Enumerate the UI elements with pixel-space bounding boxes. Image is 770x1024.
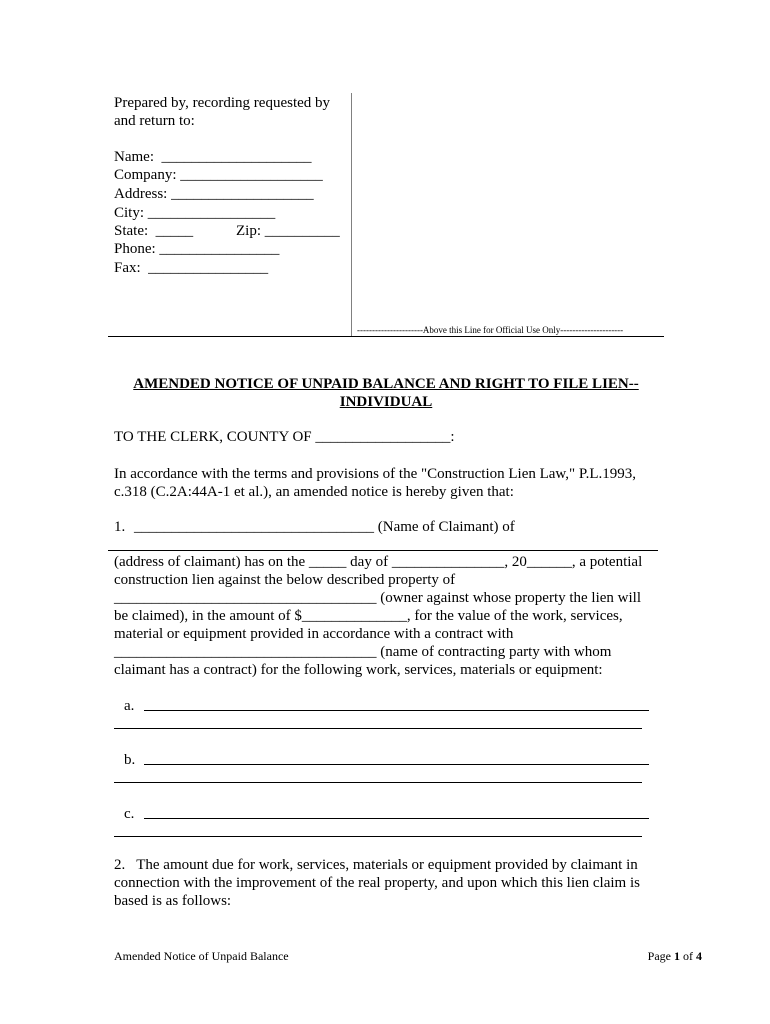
item1-line1: ________________________________ (Name of Claimant) of [134, 519, 515, 535]
sub-item-c-label: c. [124, 806, 135, 822]
sub-item-c-rule2 [114, 836, 642, 837]
page-prefix: Page [647, 949, 674, 963]
prepared-by-line1: Prepared by, recording requested by [114, 95, 331, 111]
to-clerk-line: TO THE CLERK, COUNTY OF __________________: [114, 429, 455, 445]
company-field: Company: ___________________ [114, 167, 323, 183]
item2-line3: based is as follows: [114, 893, 232, 909]
document-title [108, 375, 664, 411]
item1-line4: ___________________________________ (owner against whose property the lien will [114, 590, 642, 606]
page-mid: of [680, 949, 696, 963]
claimant-address-rule [108, 550, 658, 551]
name-field: Name: ____________________ [114, 149, 312, 165]
page-current: 1 [674, 949, 680, 963]
item1-line3: construction lien against the below described property of [114, 572, 456, 588]
footer-document-name: Amended Notice of Unpaid Balance [114, 949, 289, 963]
sub-item-b-label: b. [124, 752, 136, 768]
sub-item-a-rule1 [144, 710, 649, 711]
fax-field: Fax: ________________ [114, 260, 269, 276]
sub-item-b-rule2 [114, 782, 642, 783]
intro-line1: In accordance with the terms and provisions of the "Construction Lien Law," P.L.1993, [114, 466, 636, 482]
title-line1: AMENDED NOTICE OF UNPAID BALANCE AND RIGHT TO FILE LIEN-- [133, 376, 639, 392]
sub-item-a-label: a. [124, 698, 135, 714]
phone-field: Phone: ________________ [114, 241, 280, 257]
sub-item-b-rule1 [144, 764, 649, 765]
intro-line2: c.318 (C.2A:44A-1 et al.), an amended notice is hereby given that: [114, 484, 514, 500]
address-field: Address: ___________________ [114, 186, 314, 202]
header-divider-horizontal [108, 336, 664, 337]
item1-line2: (address of claimant) has on the _____ day of _______________, 20______, a potential [114, 554, 643, 570]
item1-line6: material or equipment provided in accordance with a contract with [114, 626, 514, 642]
zip-field: Zip: __________ [236, 223, 340, 239]
item1-line5: be claimed), in the amount of $______________, for the value of the work, services, [114, 608, 623, 624]
page-total: 4 [696, 949, 702, 963]
item1-number: 1. [114, 519, 126, 535]
header-divider-vertical [351, 93, 352, 337]
sub-item-a-rule2 [114, 728, 642, 729]
city-field: City: _________________ [114, 205, 276, 221]
sub-item-c-rule1 [144, 818, 649, 819]
title-line2: INDIVIDUAL [339, 394, 433, 410]
official-use-notice: ----------------------Above this Line for Official Use Only--------------------- [357, 325, 624, 335]
item1-line7: ___________________________________ (name of contracting party with whom [114, 644, 612, 660]
state-field: State: _____ [114, 223, 194, 239]
prepared-by-line2: and return to: [114, 113, 195, 129]
footer-page-number [648, 949, 702, 963]
item1-line8: claimant has a contract) for the following work, services, materials or equipment: [114, 662, 603, 678]
item2-line1: 2. The amount due for work, services, materials or equipment provided by claimant in [114, 857, 638, 873]
item2-line2: connection with the improvement of the real property, and upon which this lien claim is [114, 875, 640, 891]
